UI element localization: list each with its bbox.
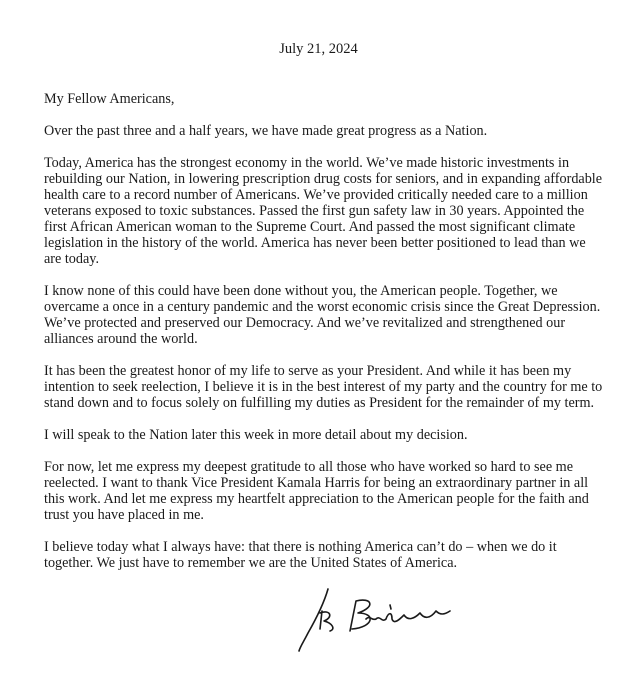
paragraph-progress: Over the past three and a half years, we have made great progress as a Nation. — [44, 123, 488, 139]
paragraph-gratitude: For now, let me express my deepest gratitude to all those who have worked so hard to see me reelected. I want to thank Vice President Kamala Harris for being an extraordinary partner in all this work. And let me express my heartfelt appreciation to the American people for the faith and trust you have placed in me. — [44, 459, 589, 523]
paragraph-american-people: I know none of this could have been done without you, the American people. Together, we overcame a once in a century pandemic and the worst economic crisis since the Great Depression. We’ve protected and preserved our Democracy. And we’ve revitalized and strengthened our alliances around the world. — [44, 283, 601, 347]
paragraph-decision: It has been the greatest honor of my life to serve as your President. And while it has been my intention to seek reelection, I believe it is in the best interest of my party and the country for me to stand down and to focus solely on fulfilling my duties as President for the remainder of my term. — [44, 363, 603, 411]
letter-body — [44, 91, 604, 587]
handwritten-signature — [296, 585, 456, 655]
salutation: My Fellow Americans, — [44, 91, 175, 107]
paragraph-economy: Today, America has the strongest economy in the world. We’ve made historic investments in rebuilding our Nation, in lowering prescription drug costs for seniors, and in expanding affordable health care to a record number of Americans. We’ve provided critically needed care to a million veterans exposed to toxic substances. Passed the first gun safety law in 30 years. Appointed the first African American woman to the Supreme Court. And passed the most significant climate legislation in the history of the world. America has never been better positioned to lead than we are today. — [44, 155, 603, 267]
paragraph-closing: I believe today what I always have: that there is nothing America can’t do – when we do it together. We just have to remember we are the United States of America. — [44, 539, 557, 571]
paragraph-speak: I will speak to the Nation later this week in more detail about my decision. — [44, 427, 468, 443]
letter-date: July 21, 2024 — [279, 41, 358, 57]
